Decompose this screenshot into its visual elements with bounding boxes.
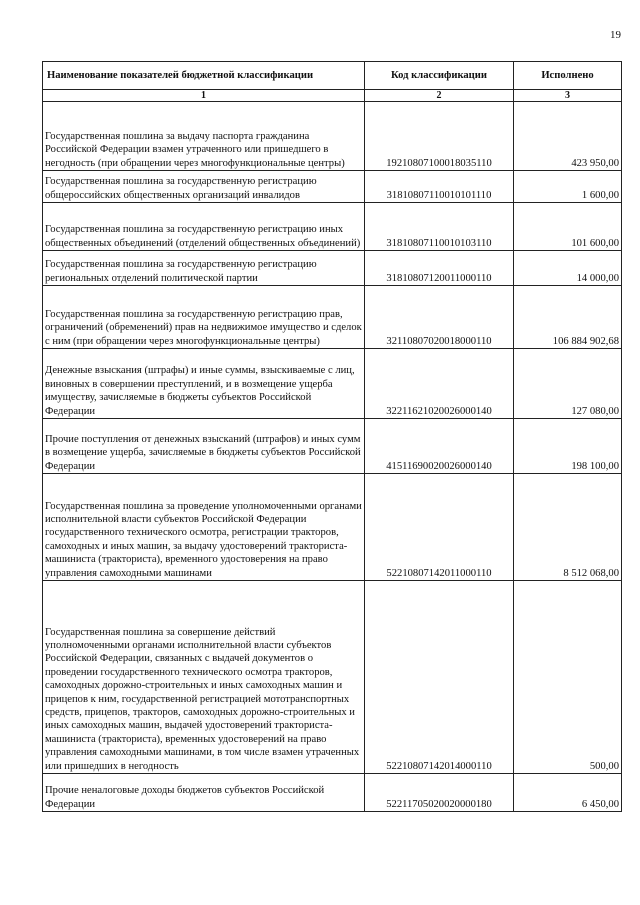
table-row	[43, 102, 622, 171]
row-name: Государственная пошлина за государственную регистрацию иных общественных объединений (отделений общественных объединений)	[43, 203, 365, 251]
row-name: Государственная пошлина за государственную регистрацию прав, ограничений (обременений) прав на недвижимое имущество и сделок с ним (при обращении через многофункциональные центры)	[43, 286, 365, 349]
header-row	[43, 62, 622, 90]
row-code: 52210807142011000110	[365, 474, 514, 581]
row-executed: 14 000,00	[514, 251, 622, 286]
column-number: 2	[365, 90, 514, 102]
row-name: Государственная пошлина за проведение уполномоченными органами исполнительной власти субъектов Российской Федерации государственного технического осмотра, регистрации тракторов, самоходных и иных машин, за выдачу удостоверений тракториста- машиниста (тракториста), временного удостоверения на право управления самоходными машинами	[43, 474, 365, 581]
row-name: Государственная пошлина за совершение действий уполномоченными органами исполнительной власти субъектов Российской Федерации, связанных с выдачей документов о проведении государственного технического осмотра тракторов, самоходных дорожно-строительных и иных самоходных машин и прицепов к ним, государственной регистрацией мототранспортных средств, прицепов, тракторов, самоходных дорожно-строительных и иных самоходных машин, выдачей удостоверений тракториста-машиниста (тракториста), временных удостоверений на право управления самоходными машинами, в том числе взамен утраченных или пришедших в негодность	[43, 581, 365, 774]
row-executed: 198 100,00	[514, 419, 622, 474]
row-code: 31810807120011000110	[365, 251, 514, 286]
row-executed: 101 600,00	[514, 203, 622, 251]
row-executed: 1 600,00	[514, 171, 622, 203]
row-executed: 127 080,00	[514, 349, 622, 419]
table-row	[43, 774, 622, 812]
table-row	[43, 251, 622, 286]
row-code: 41511690020026000140	[365, 419, 514, 474]
row-name: Денежные взыскания (штрафы) и иные суммы, взыскиваемые с лиц, виновных в совершении преступлений, и в возмещение ущерба имуществу, зачисляемые в бюджеты субъектов Российской Федерации	[43, 349, 365, 419]
row-name: Прочие поступления от денежных взысканий (штрафов) и иных сумм в возмещение ущерба, зачисляемые в бюджеты субъектов Российской Федерации	[43, 419, 365, 474]
header-executed: Исполнено	[514, 62, 622, 90]
row-executed: 423 950,00	[514, 102, 622, 171]
column-number: 1	[43, 90, 365, 102]
page-number: 19	[610, 29, 621, 41]
row-executed: 8 512 068,00	[514, 474, 622, 581]
row-executed: 106 884 902,68	[514, 286, 622, 349]
row-code: 52211705020020000180	[365, 774, 514, 812]
row-code: 32211621020026000140	[365, 349, 514, 419]
table-row	[43, 349, 622, 419]
table-row	[43, 581, 622, 774]
row-code: 19210807100018035110	[365, 102, 514, 171]
row-code: 31810807110010101110	[365, 171, 514, 203]
table-row	[43, 203, 622, 251]
table-row	[43, 286, 622, 349]
row-name: Государственная пошлина за государственную регистрацию общероссийских общественных организаций инвалидов	[43, 171, 365, 203]
row-name: Прочие неналоговые доходы бюджетов субъектов Российской Федерации	[43, 774, 365, 812]
row-code: 52210807142014000110	[365, 581, 514, 774]
budget-classification-table	[42, 61, 622, 812]
column-number: 3	[514, 90, 622, 102]
row-executed: 6 450,00	[514, 774, 622, 812]
row-code: 32110807020018000110	[365, 286, 514, 349]
table-row	[43, 171, 622, 203]
header-code: Код классификации	[365, 62, 514, 90]
row-code: 31810807110010103110	[365, 203, 514, 251]
column-numbers-row	[43, 90, 622, 102]
table-row	[43, 474, 622, 581]
header-name: Наименование показателей бюджетной классификации	[43, 62, 365, 90]
table-row	[43, 419, 622, 474]
row-name: Государственная пошлина за выдачу паспорта гражданина Российской Федерации взамен утраченного или пришедшего в негодность (при обращении через многофункциональные центры)	[43, 102, 365, 171]
row-name: Государственная пошлина за государственную регистрацию региональных отделений политической партии	[43, 251, 365, 286]
row-executed: 500,00	[514, 581, 622, 774]
